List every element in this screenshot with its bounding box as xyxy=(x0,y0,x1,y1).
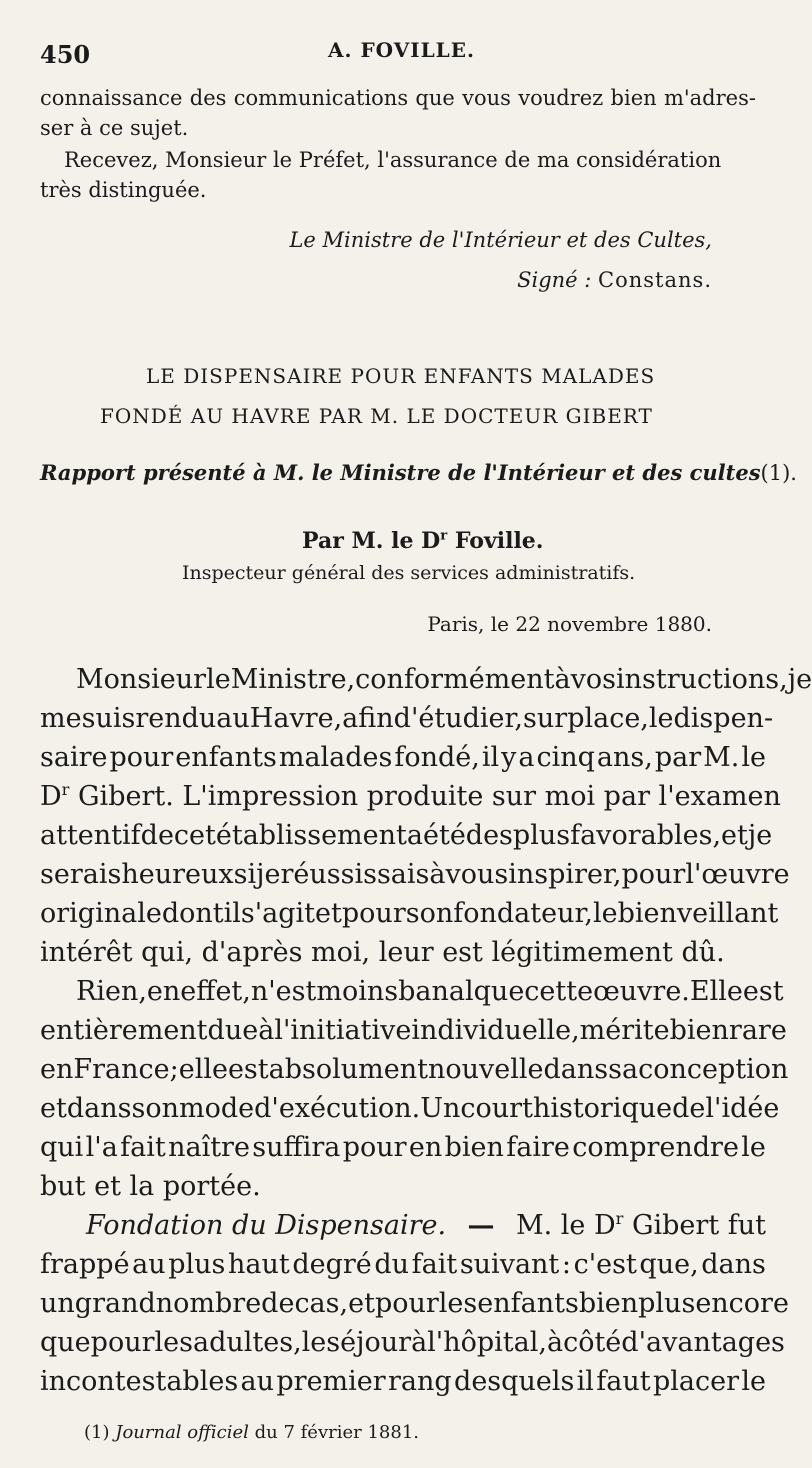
dateline: Paris, le 22 novembre 1880. xyxy=(427,612,712,636)
body-p3-line-2: frappé au plus haut degré du fait suivant : c'est que, dans xyxy=(40,1249,766,1280)
body-p3-line-1-post: Gibert fut xyxy=(623,1210,766,1241)
signed-line xyxy=(517,268,712,292)
body-p3-line-1-pre: M. le D xyxy=(515,1210,616,1241)
article-title-line-2: FONDÉ AU HAVRE PAR M. LE DOCTEUR GIBERT xyxy=(100,404,653,428)
body-p1-line-4-pre: D xyxy=(40,781,62,812)
body-p1-line-5: attentif de cet établissement a été des plus favorables, et je xyxy=(40,820,773,851)
body-p1-line-8: intérêt qui, d'après moi, leur est légitimement dû. xyxy=(40,937,725,968)
byline-sup: r xyxy=(440,528,448,544)
running-title: A. FOVILLE. xyxy=(328,38,475,62)
body-p1-line-7: originale dont il s'agit et pour son fondateur, le bienveillant xyxy=(40,898,779,929)
page-number: 450 xyxy=(40,40,91,69)
body-p2-line-5: qui l'a fait naître suffira pour en bien faire comprendre le xyxy=(40,1132,766,1163)
body-p2-line-6: but et la portée. xyxy=(40,1171,261,1202)
body-p3-line-5: incontestables au premier rang desquels il faut placer le xyxy=(40,1366,766,1397)
body-p3-line-1 xyxy=(86,1210,766,1241)
body-p1-line-3: saire pour enfants malades fondé, il y a cinq ans, par M. le xyxy=(40,742,766,773)
body-p2-line-1: Rien, en effet, n'est moins banal que cette œuvre. Elle est xyxy=(76,976,784,1007)
body-p2-line-3: en France ; elle est absolument nouvelle dans sa conception xyxy=(40,1054,789,1085)
letter-line-3: Recevez, Monsieur le Préfet, l'assurance de ma considération xyxy=(64,148,722,172)
body-p3-line-3: un grand nombre de cas, et pour les enfants bien plus encore xyxy=(40,1288,789,1319)
body-p2-line-4: et dans son mode d'exécution. Un court historique de l'idée xyxy=(40,1093,780,1124)
body-p1-line-4-post: Gibert. L'impression produite sur moi par l'examen xyxy=(69,781,781,812)
footnote-journal: Journal officiel xyxy=(115,1422,249,1443)
body-p1-line-4-sup: r xyxy=(61,780,70,799)
body-p1-line-1: Monsieur le Ministre, conformément à vos instructions, je xyxy=(76,664,812,695)
footnote-ref: (1). xyxy=(760,461,797,485)
letter-line-1: connaissance des communications que vous voudrez bien m'adres- xyxy=(40,86,756,110)
body-p3-line-1-sup: r xyxy=(615,1209,624,1228)
report-text: Rapport présenté à M. le Ministre de l'Intérieur et des cultes xyxy=(40,460,761,485)
article-title-line-1: LE DISPENSAIRE POUR ENFANTS MALADES xyxy=(146,364,656,388)
footnote-date: du 7 février 1881. xyxy=(254,1422,419,1443)
author-role: Inspecteur général des services administratifs. xyxy=(182,562,636,584)
minister-signature-line: Le Ministre de l'Intérieur et des Cultes, xyxy=(289,228,712,252)
body-p3-line-1-rest xyxy=(516,1210,766,1241)
body-p3-line-4: que pour les adultes, le séjour à l'hôpital, à côté d'avantages xyxy=(40,1327,785,1358)
section-heading: Fondation du Dispensaire. xyxy=(86,1210,447,1241)
signed-name: Constans. xyxy=(598,268,712,292)
footnote xyxy=(84,1422,419,1443)
signed-label: Signé : xyxy=(517,268,592,292)
byline-name: Foville. xyxy=(454,528,544,554)
body-p1-line-2: me suis rendu au Havre, afin d'étudier, sur place, le dispen- xyxy=(40,703,774,734)
letter-line-2: ser à ce sujet. xyxy=(40,116,189,140)
body-p2-line-2: entièrement due à l'initiative individuelle, mérite bien rare xyxy=(40,1015,787,1046)
byline-prefix: Par M. le D xyxy=(302,528,441,554)
byline xyxy=(302,528,543,554)
body-p1-line-6: serais heureux si je réussissais à vous inspirer, pour l'œuvre xyxy=(40,859,790,890)
section-dash: — xyxy=(467,1210,495,1241)
footnote-marker: (1) xyxy=(84,1422,110,1443)
report-line xyxy=(40,460,797,485)
letter-line-4: très distinguée. xyxy=(40,178,207,202)
body-p1-line-4 xyxy=(40,781,781,812)
